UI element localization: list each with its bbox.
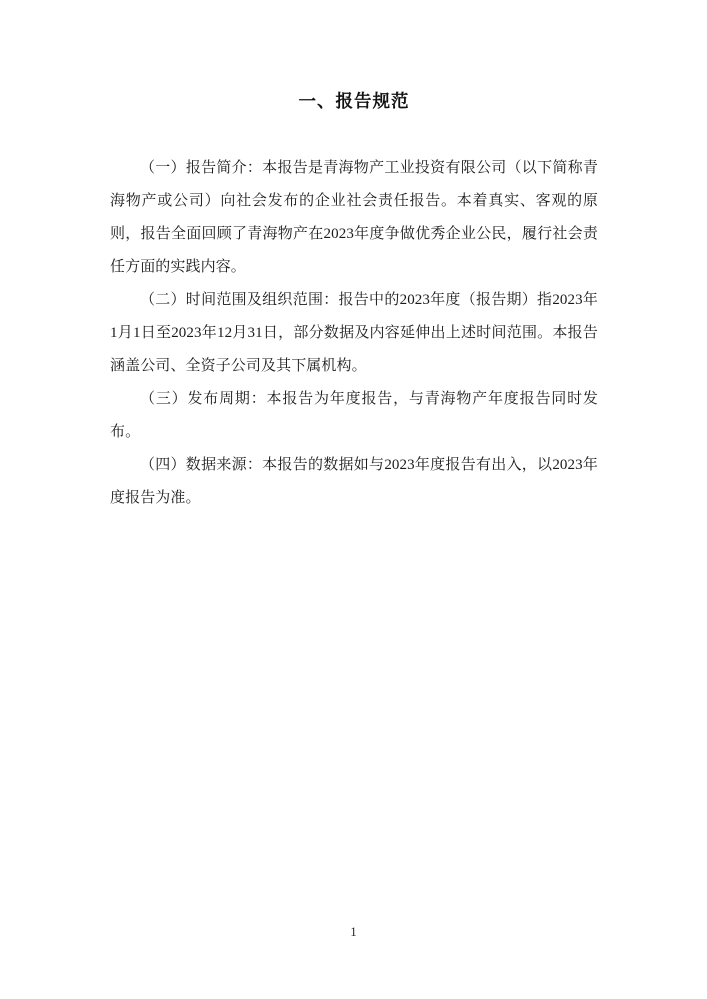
paragraph-data-source: （四）数据来源：本报告的数据如与2023年度报告有出入，以2023年度报告为准。 — [110, 457, 598, 506]
paragraph-report-introduction: （一）报告简介：本报告是青海物产工业投资有限公司（以下简称青海物产或公司）向社会发布的企业社会责任报告。本着真实、客观的原则，报告全面回顾了青海物产在2023年度争做优秀企业公民，履行社会责任方面的实践内容。 — [110, 160, 598, 275]
page-number: 1 — [350, 925, 357, 939]
page-title: 一、报告规范 — [298, 91, 410, 111]
paragraph-time-and-scope: （二）时间范围及组织范围：报告中的2023年度（报告期）指2023年1月1日至2023年12月31日，部分数据及内容延伸出上述时间范围。本报告涵盖公司、全资子公司及其下属机构。 — [110, 292, 598, 374]
document-body — [110, 0, 598, 515]
paragraph-publication-cycle: （三）发布周期：本报告为年度报告，与青海物产年度报告同时发布。 — [110, 391, 598, 440]
